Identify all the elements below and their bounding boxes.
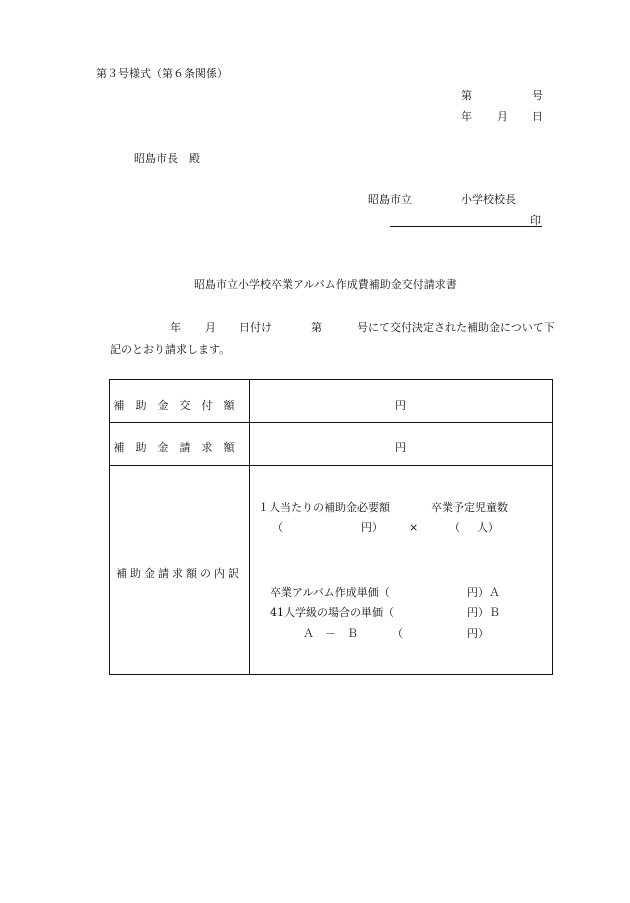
body-text-line1: 号にて交付決定された補助金について下 (357, 321, 555, 334)
formula-paren-open: （ (272, 521, 283, 534)
difference-paren: （ (392, 627, 403, 640)
recipient: 昭島市長 殿 (134, 152, 200, 165)
body-text-line2: 記のとおり請求します。 (110, 343, 231, 356)
body-month: 月 (205, 321, 216, 334)
formula-required-amount: １人当たりの補助金必要額 (258, 501, 390, 514)
body-number-prefix: 第 (311, 321, 322, 334)
request-amount-label: 補助金請求額 (113, 441, 246, 454)
breakdown-label: 補助金請求額の内訳 (116, 567, 242, 580)
unit-price-suffix: 円）Ａ (467, 586, 500, 599)
unit-price-label: 卒業アルバム作成単価（ (270, 586, 390, 599)
seal-mark: 印 (530, 214, 541, 227)
price41-suffix: 円）Ｂ (467, 606, 500, 619)
form-number: 第３号様式（第６条関係） (96, 67, 228, 80)
table-column-divider (249, 380, 250, 674)
date-year: 年 (461, 110, 472, 123)
request-amount-value: 円 (395, 441, 406, 454)
date-day: 日 (532, 110, 543, 123)
grant-amount-label: 補助金交付額 (113, 399, 246, 412)
date-month: 月 (497, 110, 508, 123)
grant-amount-value: 円 (395, 399, 406, 412)
table-row-divider (110, 422, 552, 423)
body-date-suffix: 日付け (239, 321, 272, 334)
sender-school: 小学校校長 (461, 193, 516, 206)
document-title: 昭島市立小学校卒業アルバム作成費補助金交付請求書 (194, 278, 457, 291)
difference-label: Ａ － Ｂ (303, 627, 358, 640)
price41-label: 41人学級の場合の単価（ (270, 606, 394, 619)
table-row-divider (110, 465, 552, 466)
signature-line (390, 226, 542, 227)
formula-paren-open: （ (449, 521, 460, 534)
formula-times: × (409, 521, 419, 534)
formula-student-count: 卒業予定児童数 (431, 501, 508, 514)
formula-yen: 円） (361, 521, 383, 534)
sender-city: 昭島市立 (368, 193, 412, 206)
document-number-prefix: 第 (461, 89, 472, 102)
body-year: 年 (170, 321, 181, 334)
grant-table (109, 379, 553, 675)
document-number-suffix: 号 (532, 89, 543, 102)
formula-person: 人） (477, 521, 499, 534)
difference-suffix: 円） (467, 627, 489, 640)
